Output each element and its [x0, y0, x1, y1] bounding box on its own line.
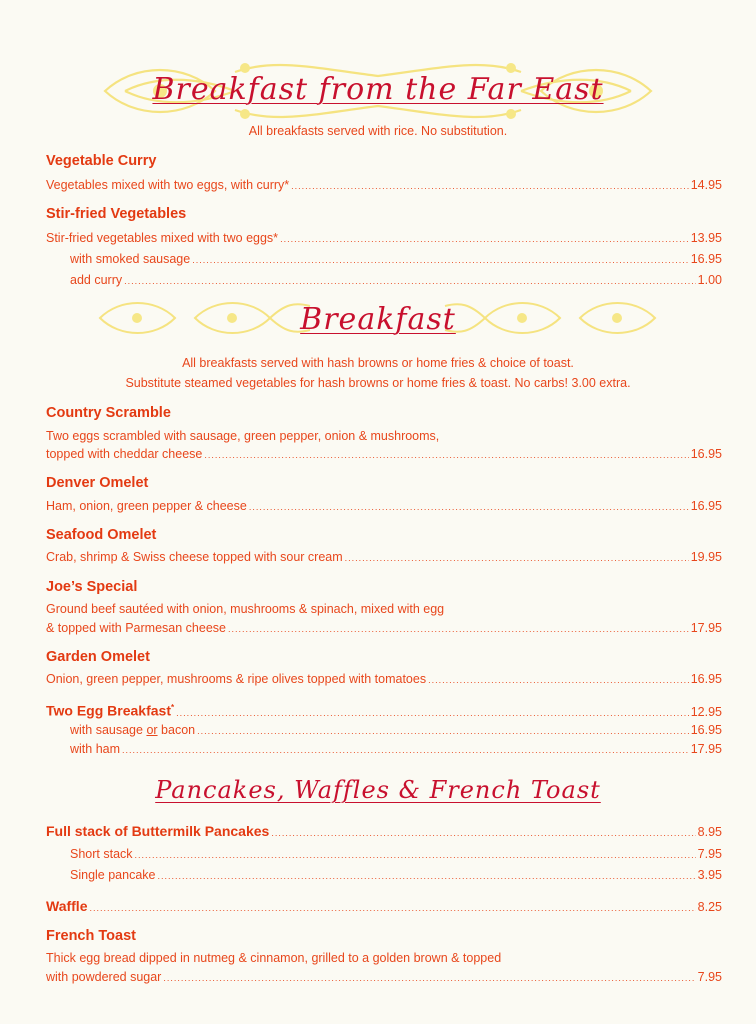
item-description: Two eggs scrambled with sausage, green pepper, onion & mushrooms, — [46, 429, 440, 443]
menu-line — [46, 177, 722, 194]
menu-line — [46, 549, 722, 566]
item-price: 16.95 — [690, 499, 722, 513]
item-price: 16.95 — [690, 252, 722, 266]
item-price: 19.95 — [690, 550, 722, 564]
menu-line — [46, 671, 722, 688]
item-price: 12.95 — [690, 704, 722, 719]
menu-line — [46, 969, 722, 986]
item-description: Onion, green pepper, mushrooms & ripe olives topped with tomatoes — [46, 672, 427, 686]
menu-line — [70, 846, 722, 863]
menu-line — [46, 823, 722, 840]
item-description: Crab, shrimp & Swiss cheese topped with sour cream — [46, 550, 343, 564]
item-name-text: Two Egg Breakfast — [46, 702, 171, 719]
dot-leader — [249, 499, 689, 516]
dot-leader — [428, 672, 689, 689]
item-name: French Toast — [46, 928, 136, 944]
dot-leader — [271, 825, 695, 842]
item-description: & topped with Parmesan cheese — [46, 621, 226, 635]
option-text: bacon — [157, 723, 196, 737]
item-option: with smoked sausage — [70, 252, 191, 266]
menu-line — [46, 230, 722, 247]
item-name: Waffle — [46, 898, 88, 914]
dot-leader — [124, 273, 696, 290]
dot-leader — [176, 705, 689, 722]
dot-leader — [291, 178, 689, 195]
dot-leader — [89, 900, 695, 917]
menu-line — [70, 867, 722, 884]
item-price: 14.95 — [690, 178, 722, 192]
item-description: Ham, onion, green pepper & cheese — [46, 499, 247, 513]
menu-line — [70, 722, 722, 739]
item-price: 16.95 — [690, 447, 722, 461]
item-price: 8.95 — [697, 825, 722, 839]
item-name: Denver Omelet — [46, 475, 149, 491]
section-title: Breakfast from the Far East — [152, 72, 604, 107]
menu-line — [70, 251, 722, 268]
item-name: Joe’s Special — [46, 579, 138, 595]
section-subtitle: Substitute steamed vegetables for hash browns or home fries & toast. No carbs! 3.00 extra. — [125, 376, 631, 390]
menu-line — [46, 498, 722, 515]
item-price: 16.95 — [690, 723, 722, 737]
menu-line — [46, 446, 722, 463]
item-price: 1.00 — [697, 273, 722, 287]
item-name: Vegetable Curry — [46, 153, 157, 169]
item-price: 13.95 — [690, 231, 722, 245]
dot-leader — [192, 252, 689, 269]
item-price: 3.95 — [697, 868, 722, 882]
dot-leader — [122, 742, 689, 759]
item-name: Full stack of Buttermilk Pancakes — [46, 823, 270, 839]
item-option: add curry — [70, 273, 123, 287]
dot-leader — [197, 723, 689, 740]
section-subtitle: All breakfasts served with hash browns or home fries & choice of toast. — [182, 356, 574, 370]
section-title: Pancakes, Waffles & French Toast — [155, 776, 601, 804]
menu-line — [46, 898, 722, 915]
option-text: with sausage — [70, 723, 147, 737]
item-description: Ground beef sautéed with onion, mushrooms & spinach, mixed with egg — [46, 602, 445, 616]
item-price: 17.95 — [690, 621, 722, 635]
item-name: Stir-fried Vegetables — [46, 206, 187, 222]
dot-leader — [135, 847, 696, 864]
item-name: Seafood Omelet — [46, 527, 157, 543]
item-name: Garden Omelet — [46, 649, 150, 665]
item-name — [46, 699, 174, 720]
breakfast-header — [0, 302, 756, 337]
far-east-header — [0, 72, 756, 107]
item-option — [70, 722, 195, 739]
menu-line — [46, 699, 722, 719]
option-or: or — [146, 723, 158, 737]
dot-leader — [280, 231, 689, 248]
pancakes-header — [0, 776, 756, 804]
item-name: Country Scramble — [46, 405, 171, 421]
section-title: Breakfast — [300, 302, 456, 337]
menu-line — [46, 620, 722, 637]
item-option: with ham — [70, 742, 121, 756]
item-price: 17.95 — [690, 742, 722, 756]
section-subtitle: All breakfasts served with rice. No substitution. — [248, 124, 508, 138]
item-price: 7.95 — [697, 847, 722, 861]
asterisk-mark: * — [171, 703, 175, 712]
item-description: Vegetables mixed with two eggs, with curry* — [46, 178, 290, 192]
item-description: Stir-fried vegetables mixed with two eggs* — [46, 231, 279, 245]
dot-leader — [204, 447, 688, 464]
item-price: 8.25 — [697, 900, 722, 914]
item-price: 7.95 — [697, 970, 722, 984]
item-option: Short stack — [70, 847, 133, 861]
menu-line — [70, 741, 722, 758]
menu-line — [70, 272, 722, 289]
dot-leader — [163, 970, 695, 987]
item-option: Single pancake — [70, 868, 156, 882]
dot-leader — [228, 621, 689, 638]
item-description: topped with cheddar cheese — [46, 447, 203, 461]
item-description: with powdered sugar — [46, 970, 162, 984]
dot-leader — [157, 868, 695, 885]
dot-leader — [345, 550, 689, 567]
item-price: 16.95 — [690, 672, 722, 686]
item-description: Thick egg bread dipped in nutmeg & cinnamon, grilled to a golden brown & topped — [46, 951, 502, 965]
